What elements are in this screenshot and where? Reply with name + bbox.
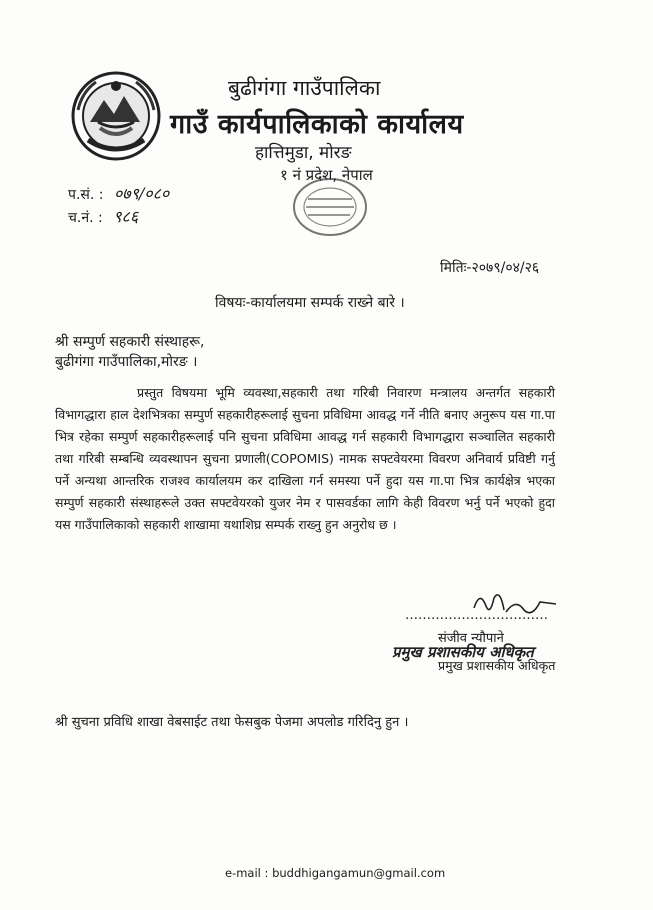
office-name: गाउँ कार्यपालिकाको कार्यालय (170, 109, 464, 140)
chalani-number (68, 205, 138, 227)
letter-body (55, 382, 555, 536)
letter-date: मितिः-२०७९/०४/२६ (440, 260, 540, 276)
patra-sankhya (68, 182, 169, 204)
office-address: हात्तिमुडा, मोरङ (255, 143, 352, 163)
chalani-label: च.नं. : (68, 210, 103, 226)
office-stamp (290, 175, 370, 240)
signatory-name: संजीव न्यौपाने (438, 631, 504, 646)
recipient-line-1: श्री सम्पुर्ण सहकारी संस्थाहरू, (55, 334, 205, 350)
signature-line: …………………………… (405, 608, 548, 623)
nepal-emblem-logo (70, 70, 162, 162)
office-ward: १ नं प्रदेश, नेपाल (280, 166, 373, 184)
signatory-title-stamp: प्रमुख प्रशासकीय अधिकृत (392, 643, 534, 661)
signatory-title: प्रमुख प्रशासकीय अधिकृत (438, 658, 556, 673)
recipient-line-2: बुढीगंगा गाउँपालिका,मोरङ । (55, 354, 198, 370)
letter-subject: विषयः-कार्यालयमा सम्पर्क राख्ने बारे । (215, 295, 405, 311)
patra-value: ०७९/०८० (113, 184, 170, 203)
organization-name: बुढीगंगा गाउँपालिका (228, 76, 381, 100)
email-address: buddhigangamun@gmail.com (272, 866, 446, 880)
chalani-value: ९८६ (113, 207, 139, 226)
patra-label: प.सं. : (68, 187, 104, 203)
cc-note: श्री सुचना प्रविधि शाखा वेबसाईट तथा फेसबुक पेजमा अपलोड गरिदिनु हुन । (55, 715, 409, 730)
body-paragraph: प्रस्तुत विषयमा भूमि व्यवस्था,सहकारी तथा गरिबी निवारण मन्त्रालय अन्तर्गत सहकारी विभागद्धारा हाल देशभित्रका सम्पुर्ण सहकारीहरूलाई सुचना प्रविधिमा आवद्ध गर्ने नीति बनाए अनुरूप यस गा.पा भित्र रहेका सम्पुर्ण सहकारीहरूलाई पनि सुचना प्रविधिमा आवद्ध गर्न सहकारी विभागद्धारा सञ्चालित सहकारी तथा गरिबी सम्बन्धि व्यवस्थापन सुचना प्रणाली(COPOMIS) नामक सफ्टवेयरमा विवरण अनिवार्य प्रविष्टी गर्नु पर्ने अन्यथा आन्तरिक राजश्व कार्यालयम कर दाखिला गर्न समस्या पर्ने हुदा यस गा.पा भित्र कार्यक्षेत्र भएका सम्पुर्ण सहकारी संस्थाहरूले उक्त सफ्टवेयरको युजर नेम र पासवर्डका लागि केही विवरण भर्नु पर्ने भएको हुदा यस गाउँपालिकाको सहकारी शाखामा यथाशिघ्र सम्पर्क राख्नु हुन अनुरोध छ । (55, 385, 555, 532)
email-label: e-mail : (225, 866, 269, 880)
footer-email (225, 866, 445, 880)
